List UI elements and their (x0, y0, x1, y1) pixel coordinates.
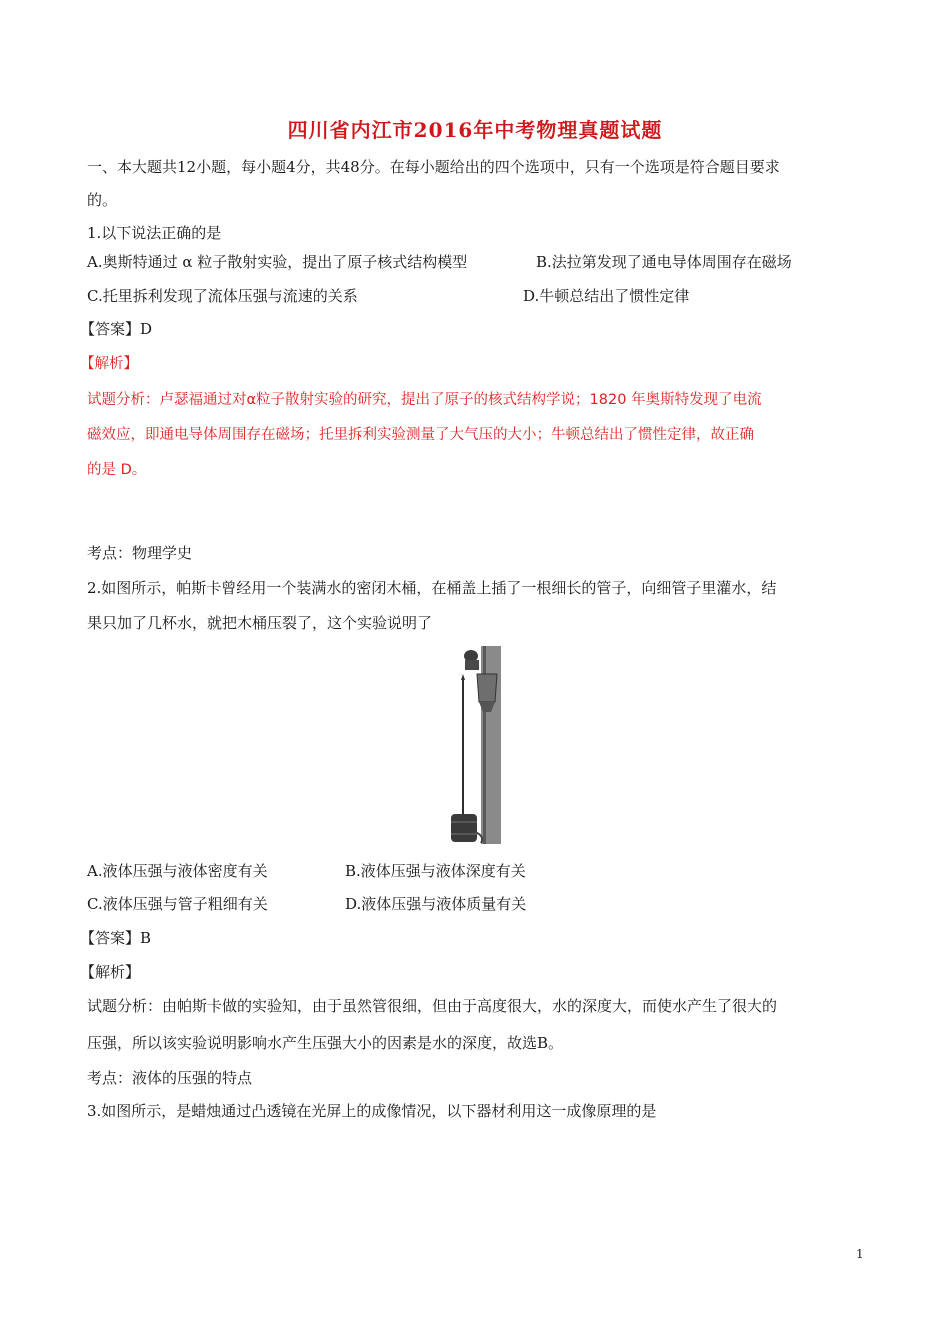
q1-option-c: C.托里拆利发现了流体压强与流速的关系 (87, 287, 358, 305)
pascal-barrel-figure (441, 646, 505, 844)
page-title: 四川省内江市2016年中考物理真题试题 (287, 118, 663, 142)
q1-option-b: B.法拉第发现了通电导体周围存在磁场 (536, 253, 792, 271)
q1-analysis-line3: 的是 D。 (87, 462, 147, 478)
q1-answer: 【答案】D (80, 320, 153, 338)
q1-option-a: A.奥斯特通过 α 粒子散射实验，提出了原子核式结构模型 (87, 253, 468, 271)
q1-analysis-line1: 试题分析：卢瑟福通过对α粒子散射实验的研究，提出了原子的核式结构学说；1820 年奥斯特发现了电流 (87, 392, 762, 408)
section-intro-line2: 的。 (87, 191, 118, 209)
q2-analysis-line1: 试题分析：由帕斯卡做的实验知，由于虽然管很细，但由于高度很大，水的深度大，而使水产生了很大的 (87, 997, 778, 1015)
q2-stem-line1: 2.如图所示，帕斯卡曾经用一个装满水的密闭木桶，在桶盖上插了一根细长的管子，向细管子里灌水，结 (87, 579, 777, 597)
q1-analysis-label: 【解析】 (80, 356, 138, 372)
section-intro-line1: 一、本大题共12小题，每小题4分，共48分。在每小题给出的四个选项中，只有一个选项是符合题目要求 (87, 158, 780, 176)
q1-option-d: D.牛顿总结出了惯性定律 (523, 287, 690, 305)
q2-stem-line2: 果只加了几杯水，就把木桶压裂了，这个实验说明了 (87, 614, 433, 632)
q2-kaodian: 考点：液体的压强的特点 (87, 1069, 253, 1087)
q3-stem: 3.如图所示，是蜡烛通过凸透镜在光屏上的成像情况，以下器材利用这一成像原理的是 (87, 1102, 657, 1120)
page-number: 1 (856, 1247, 864, 1261)
q1-stem: 1.以下说法正确的是 (87, 224, 222, 242)
q1-analysis-line2: 磁效应，即通电导体周围存在磁场；托里拆利实验测量了大气压的大小；牛顿总结出了惯性定律，故正确 (87, 427, 754, 443)
q2-option-c: C.液体压强与管子粗细有关 (87, 895, 268, 913)
q2-option-a: A.液体压强与液体密度有关 (87, 862, 268, 880)
q2-analysis-label: 【解析】 (80, 963, 141, 981)
q1-kaodian: 考点：物理学史 (87, 544, 193, 562)
q2-answer: 【答案】B (80, 929, 152, 947)
q2-option-b: B.液体压强与液体深度有关 (345, 862, 526, 880)
q2-option-d: D.液体压强与液体质量有关 (345, 895, 527, 913)
q2-analysis-line2: 压强，所以该实验说明影响水产生压强大小的因素是水的深度，故选B。 (87, 1034, 564, 1052)
